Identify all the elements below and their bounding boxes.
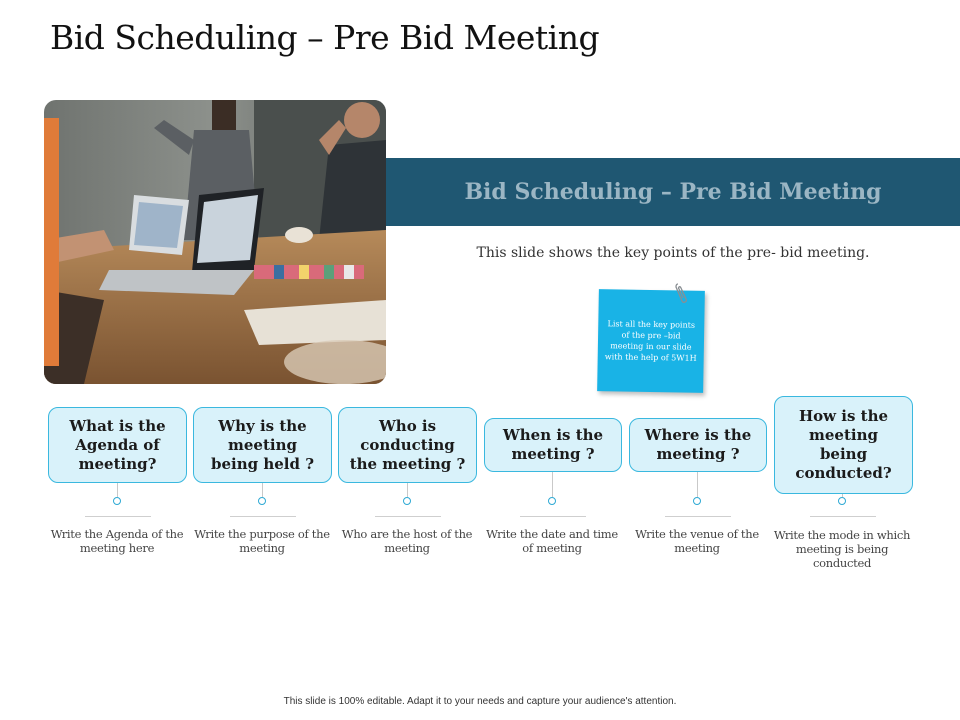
connector-dot [548,497,556,505]
divider-line [230,516,296,517]
connector-line [117,483,118,497]
step-description: Write the date and time of meeting [486,527,618,555]
divider-line [375,516,441,517]
step-card-host [338,407,477,483]
connector-line [407,483,408,497]
step-description: Write the Agenda of the meeting here [50,527,184,555]
step-description: Who are the host of the meeting [341,527,473,555]
divider-line [520,516,586,517]
step-card-mode [774,396,913,494]
meeting-photo [44,100,386,384]
step-card-agenda [48,407,187,483]
connector-dot [258,497,266,505]
step-question: Who is conducting the meeting ? [349,416,466,473]
connector-line [697,472,698,497]
connector-line [262,483,263,497]
step-question: Why is the meeting being held ? [211,416,314,473]
title-banner [386,158,960,226]
connector-dot [838,497,846,505]
connector-line [552,472,553,497]
divider-line [665,516,731,517]
step-question: How is the meeting being conducted? [795,407,892,482]
step-description: Write the mode in which meeting is being conducted [773,528,911,570]
step-card-date [484,418,622,472]
sticky-note-text: List all the key points of the pre –bid meeting in our slide with the help of 5W1H [604,319,697,363]
divider-line [810,516,876,517]
step-card-purpose [193,407,332,483]
step-question: Where is the meeting ? [644,426,752,463]
sticky-note [597,289,705,393]
step-card-venue [629,418,767,472]
step-question: When is the meeting ? [502,426,604,463]
banner-title: Bid Scheduling – Pre Bid Meeting [464,179,882,205]
connector-dot [693,497,701,505]
step-description: Write the purpose of the meeting [194,527,330,555]
connector-dot [113,497,121,505]
connector-dot [403,497,411,505]
step-question: What is the Agenda of meeting? [69,416,166,473]
step-description: Write the venue of the meeting [635,527,759,555]
divider-line [85,516,151,517]
slide-subtitle: This slide shows the key points of the pre- bid meeting. [476,245,870,261]
paperclip-icon [674,282,688,304]
footer-note: This slide is 100% editable. Adapt it to your needs and capture your audience's attention. [283,696,677,707]
accent-bar [44,118,59,366]
slide-title: Bid Scheduling – Pre Bid Meeting [50,18,600,57]
